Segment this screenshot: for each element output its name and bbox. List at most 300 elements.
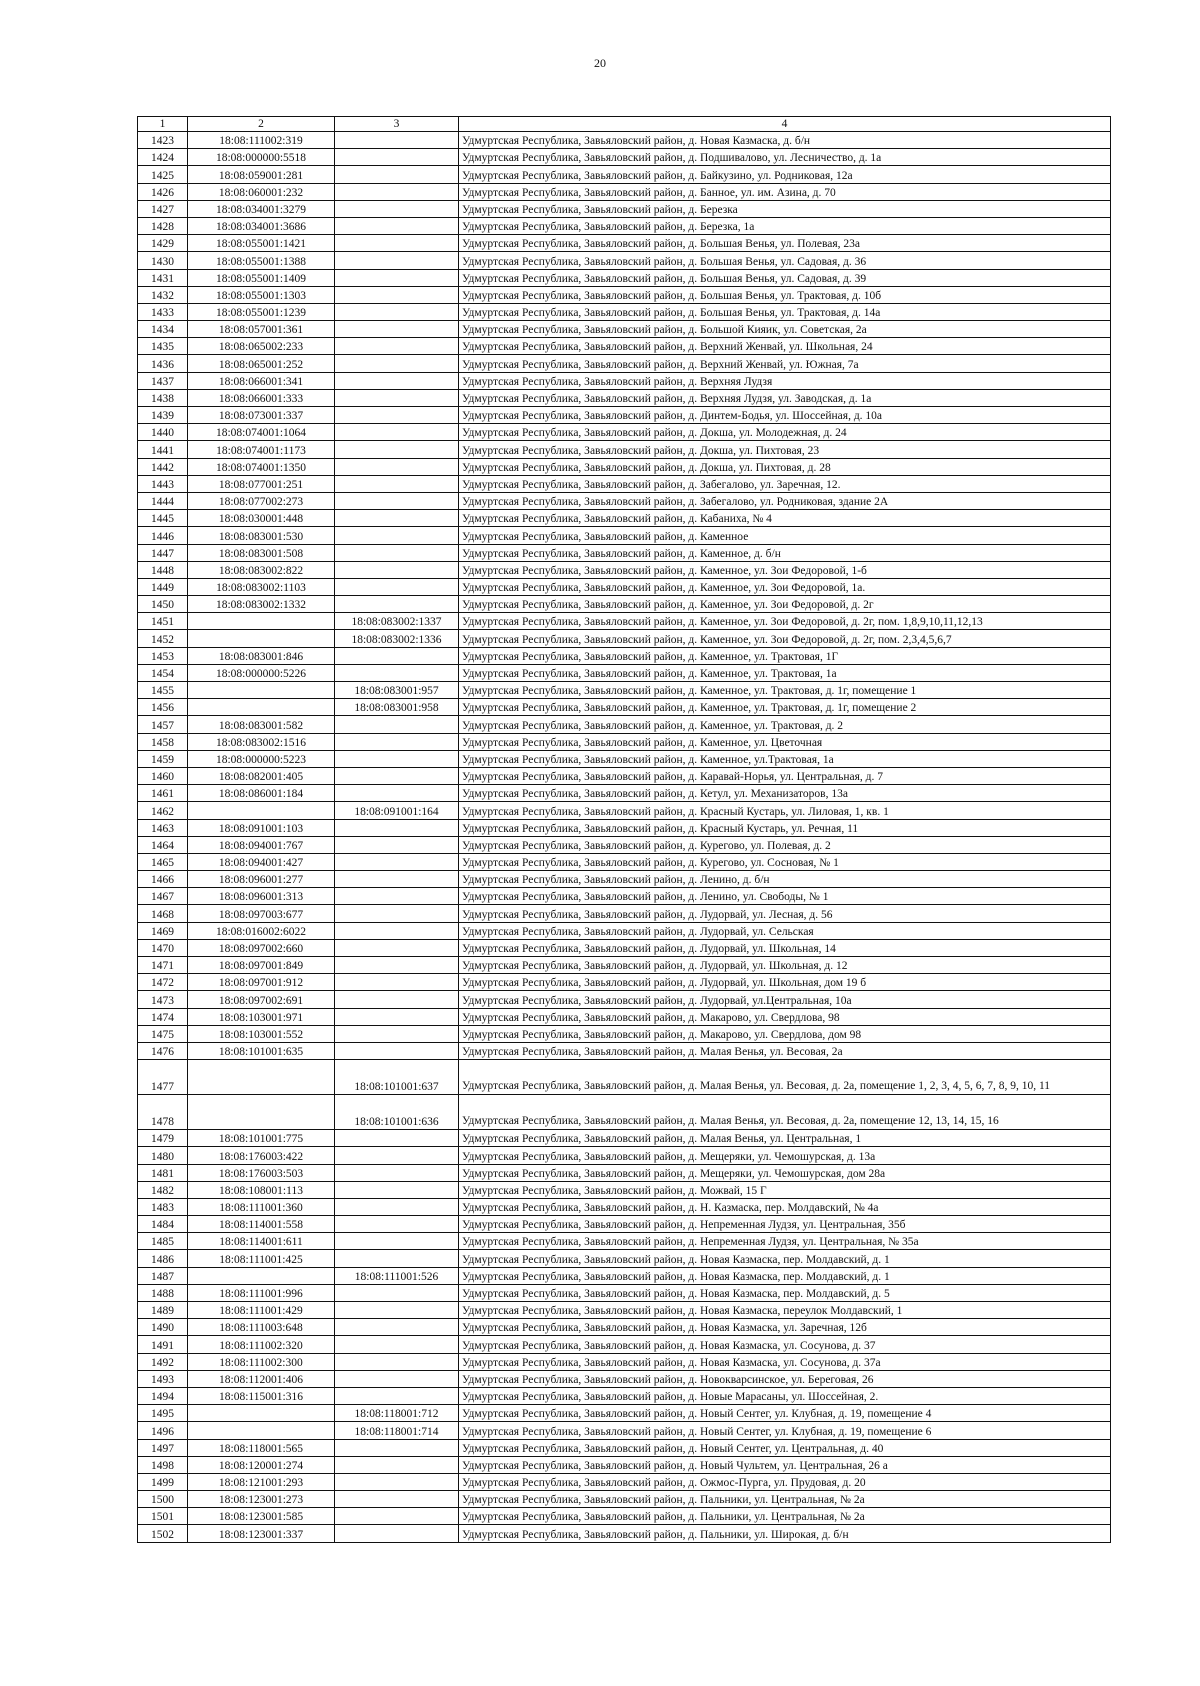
address-cell: Удмуртская Республика, Завьяловский район, д. Непременная Лудзя, ул. Центральная, 35б [459,1216,1111,1233]
cadastral-number-cell: 18:08:097002:660 [188,939,335,956]
cadastral-number-cell: 18:08:094001:427 [188,853,335,870]
table-row [138,1164,1111,1181]
cadastral-number-cell: 18:08:111002:320 [188,1336,335,1353]
table-row [138,733,1111,750]
table-row [138,1422,1111,1439]
cadastral-number-cell [188,1060,335,1095]
row-number-cell: 1446 [138,527,188,544]
premises-cadastral-number-cell [335,1181,459,1198]
address-cell: Удмуртская Республика, Завьяловский район, д. Новая Казмаска, пер. Молдавский, д. 1 [459,1250,1111,1267]
address-cell: Удмуртская Республика, Завьяловский район, д. Каменное, ул. Зои Федоровой, 1а. [459,578,1111,595]
premises-cadastral-number-cell [335,1042,459,1059]
cadastral-number-cell: 18:08:111002:319 [188,132,335,149]
cadastral-number-cell: 18:08:114001:558 [188,1216,335,1233]
address-cell: Удмуртская Республика, Завьяловский район, д. Новый Сентег, ул. Центральная, д. 40 [459,1439,1111,1456]
table-row [138,1456,1111,1473]
table-row [138,1060,1111,1095]
cadastral-number-cell: 18:08:115001:316 [188,1387,335,1404]
premises-cadastral-number-cell [335,235,459,252]
address-cell: Удмуртская Республика, Завьяловский район, д. Кетул, ул. Механизаторов, 13а [459,785,1111,802]
table-row [138,664,1111,681]
row-number-cell: 1450 [138,596,188,613]
row-number-cell: 1444 [138,492,188,509]
cadastral-number-cell: 18:08:065001:252 [188,355,335,372]
table-row [138,183,1111,200]
premises-cadastral-number-cell [335,1387,459,1404]
premises-cadastral-number-cell [335,596,459,613]
address-cell: Удмуртская Республика, Завьяловский район, д. Курегово, ул. Сосновая, № 1 [459,853,1111,870]
premises-cadastral-number-cell: 18:08:118001:714 [335,1422,459,1439]
address-cell: Удмуртская Республика, Завьяловский район, д. Байкузино, ул. Родниковая, 12а [459,166,1111,183]
row-number-cell: 1431 [138,269,188,286]
cadastral-number-cell [188,682,335,699]
cadastral-number-cell: 18:08:101001:635 [188,1042,335,1059]
table-row [138,527,1111,544]
table-row [138,407,1111,424]
address-cell: Удмуртская Республика, Завьяловский район, д. Каменное, ул. Зои Федоровой, 1-б [459,561,1111,578]
table-row [138,269,1111,286]
premises-cadastral-number-cell [335,1008,459,1025]
address-cell: Удмуртская Республика, Завьяловский район, д. Новая Казмаска, переулок Молдавский, 1 [459,1302,1111,1319]
cadastral-number-cell: 18:08:096001:313 [188,888,335,905]
address-cell: Удмуртская Республика, Завьяловский район, д. Банное, ул. им. Азина, д. 70 [459,183,1111,200]
table-row [138,1387,1111,1404]
table-row [138,441,1111,458]
premises-cadastral-number-cell [335,888,459,905]
table-row [138,871,1111,888]
cadastral-number-cell: 18:08:055001:1239 [188,303,335,320]
cadastral-number-cell: 18:08:097001:849 [188,957,335,974]
address-cell: Удмуртская Республика, Завьяловский район, д. Верхний Женвай, ул. Школьная, 24 [459,338,1111,355]
row-number-cell: 1475 [138,1025,188,1042]
premises-cadastral-number-cell [335,1491,459,1508]
row-number-cell: 1470 [138,939,188,956]
table-row [138,957,1111,974]
cadastral-number-cell: 18:08:111002:300 [188,1353,335,1370]
row-number-cell: 1432 [138,286,188,303]
row-number-cell: 1502 [138,1525,188,1542]
table-row [138,510,1111,527]
premises-cadastral-number-cell [335,767,459,784]
row-number-cell: 1492 [138,1353,188,1370]
row-number-cell: 1472 [138,974,188,991]
table-row [138,1525,1111,1542]
cadastral-number-cell: 18:08:108001:113 [188,1181,335,1198]
cadastral-number-cell: 18:08:112001:406 [188,1370,335,1387]
column-header: 4 [459,117,1111,132]
row-number-cell: 1434 [138,321,188,338]
cadastral-number-cell: 18:08:034001:3279 [188,200,335,217]
cadastral-number-cell: 18:08:096001:277 [188,871,335,888]
address-cell: Удмуртская Республика, Завьяловский район, д. Каменное, ул.Трактовая, 1а [459,750,1111,767]
cadastral-number-cell: 18:08:065002:233 [188,338,335,355]
row-number-cell: 1488 [138,1284,188,1301]
address-cell: Удмуртская Республика, Завьяловский район, д. Новые Марасаны, ул. Шоссейная, 2. [459,1387,1111,1404]
table-row [138,235,1111,252]
table-row [138,596,1111,613]
table-row [138,1250,1111,1267]
address-cell: Удмуртская Республика, Завьяловский район, д. Ленино, д. б/н [459,871,1111,888]
row-number-cell: 1456 [138,699,188,716]
cadastral-number-cell: 18:08:111001:996 [188,1284,335,1301]
table-row [138,1198,1111,1215]
cadastral-number-cell [188,630,335,647]
row-number-cell: 1429 [138,235,188,252]
row-number-cell: 1428 [138,217,188,234]
premises-cadastral-number-cell [335,939,459,956]
address-cell: Удмуртская Республика, Завьяловский район, д. Мещеряки, ул. Чемошурская, дом 28а [459,1164,1111,1181]
cadastral-number-cell: 18:08:060001:232 [188,183,335,200]
cadastral-number-cell: 18:08:176003:503 [188,1164,335,1181]
table-row [138,1284,1111,1301]
address-cell: Удмуртская Республика, Завьяловский район, д. Лудорвай, ул. Школьная, д. 12 [459,957,1111,974]
row-number-cell: 1460 [138,767,188,784]
premises-cadastral-number-cell [335,1353,459,1370]
premises-cadastral-number-cell [335,492,459,509]
row-number-cell: 1442 [138,458,188,475]
cadastral-number-cell: 18:08:103001:971 [188,1008,335,1025]
row-number-cell: 1489 [138,1302,188,1319]
premises-cadastral-number-cell: 18:08:118001:712 [335,1405,459,1422]
row-number-cell: 1469 [138,922,188,939]
cadastral-number-cell: 18:08:111001:360 [188,1198,335,1215]
cadastral-number-cell: 18:08:034001:3686 [188,217,335,234]
table-row [138,424,1111,441]
premises-cadastral-number-cell [335,183,459,200]
premises-cadastral-number-cell [335,922,459,939]
row-number-cell: 1457 [138,716,188,733]
row-number-cell: 1459 [138,750,188,767]
premises-cadastral-number-cell [335,149,459,166]
premises-cadastral-number-cell [335,1508,459,1525]
premises-cadastral-number-cell [335,750,459,767]
cadastral-number-cell: 18:08:030001:448 [188,510,335,527]
premises-cadastral-number-cell [335,1130,459,1147]
address-cell: Удмуртская Республика, Завьяловский район, д. Малая Венья, ул. Весовая, д. 2а, помещение 1, 2, 3, 4, 5, 6, 7, 8, 9, 10, 11 [459,1060,1111,1095]
table-header-row [138,117,1111,132]
address-cell: Удмуртская Республика, Завьяловский район, д. Малая Венья, ул. Центральная, 1 [459,1130,1111,1147]
cadastral-number-cell [188,1267,335,1284]
premises-cadastral-number-cell: 18:08:101001:636 [335,1095,459,1130]
table-row [138,492,1111,509]
cadastral-number-cell: 18:08:111003:648 [188,1319,335,1336]
premises-cadastral-number-cell [335,303,459,320]
table-row [138,682,1111,699]
table-row [138,836,1111,853]
address-cell: Удмуртская Республика, Завьяловский район, д. Забегалово, ул. Заречная, 12. [459,475,1111,492]
row-number-cell: 1423 [138,132,188,149]
cadastral-number-cell: 18:08:123001:273 [188,1491,335,1508]
address-cell: Удмуртская Республика, Завьяловский район, д. Большая Венья, ул. Садовая, д. 39 [459,269,1111,286]
premises-cadastral-number-cell [335,1284,459,1301]
address-cell: Удмуртская Республика, Завьяловский район, д. Каменное, ул. Зои Федоровой, д. 2г, пом. 1,8,9,10,11,12,13 [459,613,1111,630]
table-row [138,922,1111,939]
premises-cadastral-number-cell [335,441,459,458]
cadastral-number-cell: 18:08:083002:1332 [188,596,335,613]
address-cell: Удмуртская Республика, Завьяловский район, д. Малая Венья, ул. Весовая, 2а [459,1042,1111,1059]
address-cell: Удмуртская Республика, Завьяловский район, д. Верхний Женвай, ул. Южная, 7а [459,355,1111,372]
premises-cadastral-number-cell [335,510,459,527]
cadastral-number-cell: 18:08:101001:775 [188,1130,335,1147]
cadastral-number-cell [188,1422,335,1439]
premises-cadastral-number-cell [335,269,459,286]
table-row [138,1491,1111,1508]
premises-cadastral-number-cell [335,544,459,561]
premises-cadastral-number-cell [335,1336,459,1353]
cadastral-number-cell: 18:08:111001:425 [188,1250,335,1267]
cadastral-number-cell: 18:08:083001:582 [188,716,335,733]
premises-cadastral-number-cell [335,372,459,389]
row-number-cell: 1498 [138,1456,188,1473]
premises-cadastral-number-cell [335,132,459,149]
table-row [138,200,1111,217]
cadastral-number-cell: 18:08:103001:552 [188,1025,335,1042]
address-cell: Удмуртская Республика, Завьяловский район, д. Каменное, ул. Зои Федоровой, д. 2г [459,596,1111,613]
address-cell: Удмуртская Республика, Завьяловский район, д. Курегово, ул. Полевая, д. 2 [459,836,1111,853]
row-number-cell: 1441 [138,441,188,458]
premises-cadastral-number-cell [335,1147,459,1164]
table-row [138,974,1111,991]
table-row [138,699,1111,716]
address-cell: Удмуртская Республика, Завьяловский район, д. Каменное, ул. Трактовая, 1а [459,664,1111,681]
row-number-cell: 1490 [138,1319,188,1336]
address-cell: Удмуртская Республика, Завьяловский район, д. Красный Кустарь, ул. Речная, 11 [459,819,1111,836]
row-number-cell: 1496 [138,1422,188,1439]
table-row [138,372,1111,389]
cadastral-number-cell [188,1095,335,1130]
row-number-cell: 1438 [138,389,188,406]
address-cell: Удмуртская Республика, Завьяловский район, д. Кабаниха, № 4 [459,510,1111,527]
address-cell: Удмуртская Республика, Завьяловский район, д. Каменное, ул. Трактовая, 1Г [459,647,1111,664]
premises-cadastral-number-cell [335,905,459,922]
cadastral-number-cell: 18:08:083002:1516 [188,733,335,750]
table-row [138,750,1111,767]
row-number-cell: 1426 [138,183,188,200]
table-row [138,1405,1111,1422]
address-cell: Удмуртская Республика, Завьяловский район, д. Каравай-Норья, ул. Центральная, д. 7 [459,767,1111,784]
row-number-cell: 1495 [138,1405,188,1422]
premises-cadastral-number-cell: 18:08:083002:1336 [335,630,459,647]
address-cell: Удмуртская Республика, Завьяловский район, д. Каменное, ул. Зои Федоровой, д. 2г, пом. 2,3,4,5,6,7 [459,630,1111,647]
table-row [138,630,1111,647]
row-number-cell: 1453 [138,647,188,664]
cadastral-number-cell: 18:08:121001:293 [188,1473,335,1490]
cadastral-number-cell: 18:08:055001:1409 [188,269,335,286]
address-cell: Удмуртская Республика, Завьяловский район, д. Верхняя Лудзя, ул. Заводская, д. 1а [459,389,1111,406]
address-cell: Удмуртская Республика, Завьяловский район, д. Новая Казмаска, ул. Сосунова, д. 37 [459,1336,1111,1353]
row-number-cell: 1477 [138,1060,188,1095]
premises-cadastral-number-cell [335,578,459,595]
table-row [138,544,1111,561]
address-cell: Удмуртская Республика, Завьяловский район, д. Большая Венья, ул. Трактовая, д. 14а [459,303,1111,320]
table-row [138,561,1111,578]
address-cell: Удмуртская Республика, Завьяловский район, д. Березка, 1а [459,217,1111,234]
address-cell: Удмуртская Республика, Завьяловский район, д. Докша, ул. Пихтовая, д. 28 [459,458,1111,475]
cadastral-number-cell: 18:08:055001:1388 [188,252,335,269]
address-cell: Удмуртская Республика, Завьяловский район, д. Каменное, ул. Цветочная [459,733,1111,750]
address-cell: Удмуртская Республика, Завьяловский район, д. Н. Казмаска, пер. Молдавский, № 4а [459,1198,1111,1215]
row-number-cell: 1430 [138,252,188,269]
table-row [138,1042,1111,1059]
address-cell: Удмуртская Республика, Завьяловский район, д. Макарово, ул. Свердлова, 98 [459,1008,1111,1025]
premises-cadastral-number-cell [335,355,459,372]
row-number-cell: 1486 [138,1250,188,1267]
address-cell: Удмуртская Республика, Завьяловский район, д. Верхняя Лудзя [459,372,1111,389]
table-row [138,1319,1111,1336]
row-number-cell: 1483 [138,1198,188,1215]
row-number-cell: 1493 [138,1370,188,1387]
address-cell: Удмуртская Республика, Завьяловский район, д. Макарово, ул. Свердлова, дом 98 [459,1025,1111,1042]
address-cell: Удмуртская Республика, Завьяловский район, д. Ожмос-Пурга, ул. Прудовая, д. 20 [459,1473,1111,1490]
address-cell: Удмуртская Республика, Завьяловский район, д. Новый Сентег, ул. Клубная, д. 19, помещение 6 [459,1422,1111,1439]
table-row [138,1508,1111,1525]
premises-cadastral-number-cell [335,252,459,269]
premises-cadastral-number-cell [335,871,459,888]
premises-cadastral-number-cell [335,1198,459,1215]
premises-cadastral-number-cell: 18:08:101001:637 [335,1060,459,1095]
cadastral-number-cell [188,1405,335,1422]
cadastral-number-cell: 18:08:057001:361 [188,321,335,338]
row-number-cell: 1443 [138,475,188,492]
address-cell: Удмуртская Республика, Завьяловский район, д. Каменное, д. б/н [459,544,1111,561]
row-number-cell: 1437 [138,372,188,389]
page-number: 20 [594,56,606,70]
row-number-cell: 1485 [138,1233,188,1250]
row-number-cell: 1468 [138,905,188,922]
address-cell: Удмуртская Республика, Завьяловский район, д. Подшивалово, ул. Лесничество, д. 1а [459,149,1111,166]
address-cell: Удмуртская Республика, Завьяловский район, д. Большая Венья, ул. Садовая, д. 36 [459,252,1111,269]
cadastral-number-cell: 18:08:083002:822 [188,561,335,578]
table-row [138,888,1111,905]
cadastral-number-cell: 18:08:000000:5226 [188,664,335,681]
address-cell: Удмуртская Республика, Завьяловский район, д. Лудорвай, ул. Лесная, д. 56 [459,905,1111,922]
cadastral-number-cell: 18:08:083002:1103 [188,578,335,595]
table-row [138,166,1111,183]
address-cell: Удмуртская Республика, Завьяловский район, д. Новая Казмаска, ул. Сосунова, д. 37а [459,1353,1111,1370]
table-row [138,252,1111,269]
premises-cadastral-number-cell [335,1025,459,1042]
address-cell: Удмуртская Республика, Завьяловский район, д. Новая Казмаска, пер. Молдавский, д. 5 [459,1284,1111,1301]
premises-cadastral-number-cell [335,1233,459,1250]
cadastral-number-cell: 18:08:074001:1173 [188,441,335,458]
row-number-cell: 1491 [138,1336,188,1353]
premises-cadastral-number-cell [335,1525,459,1542]
cadastral-number-cell: 18:08:082001:405 [188,767,335,784]
cadastral-number-cell: 18:08:083001:846 [188,647,335,664]
address-cell: Удмуртская Республика, Завьяловский район, д. Мещеряки, ул. Чемошурская, д. 13а [459,1147,1111,1164]
premises-cadastral-number-cell [335,1456,459,1473]
row-number-cell: 1484 [138,1216,188,1233]
premises-cadastral-number-cell: 18:08:083001:957 [335,682,459,699]
table-row [138,802,1111,819]
premises-cadastral-number-cell [335,1473,459,1490]
row-number-cell: 1497 [138,1439,188,1456]
row-number-cell: 1479 [138,1130,188,1147]
table-row [138,578,1111,595]
table-row [138,1353,1111,1370]
premises-cadastral-number-cell [335,407,459,424]
premises-cadastral-number-cell [335,200,459,217]
cadastral-number-cell: 18:08:066001:333 [188,389,335,406]
address-cell: Удмуртская Республика, Завьяловский район, д. Большой Кияик, ул. Советская, 2а [459,321,1111,338]
address-cell: Удмуртская Республика, Завьяловский район, д. Новая Казмаска, пер. Молдавский, д. 1 [459,1267,1111,1284]
premises-cadastral-number-cell [335,1302,459,1319]
row-number-cell: 1435 [138,338,188,355]
row-number-cell: 1447 [138,544,188,561]
row-number-cell: 1454 [138,664,188,681]
premises-cadastral-number-cell [335,853,459,870]
cadastral-number-cell: 18:08:000000:5518 [188,149,335,166]
table-row [138,303,1111,320]
cadastral-number-cell: 18:08:074001:1064 [188,424,335,441]
premises-cadastral-number-cell [335,974,459,991]
premises-cadastral-number-cell [335,338,459,355]
premises-cadastral-number-cell [335,1216,459,1233]
row-number-cell: 1427 [138,200,188,217]
cadastral-number-cell: 18:08:123001:585 [188,1508,335,1525]
table-row [138,1473,1111,1490]
address-cell: Удмуртская Республика, Завьяловский район, д. Большая Венья, ул. Полевая, 23а [459,235,1111,252]
address-cell: Удмуртская Республика, Завьяловский район, д. Лудорвай, ул. Школьная, дом 19 б [459,974,1111,991]
address-cell: Удмуртская Республика, Завьяловский район, д. Динтем-Бодья, ул. Шоссейная, д. 10а [459,407,1111,424]
table-row [138,853,1111,870]
premises-cadastral-number-cell [335,733,459,750]
premises-cadastral-number-cell [335,991,459,1008]
address-cell: Удмуртская Республика, Завьяловский район, д. Березка [459,200,1111,217]
table-row [138,217,1111,234]
table-row [138,1267,1111,1284]
cadastral-number-cell: 18:08:083001:530 [188,527,335,544]
table-row [138,991,1111,1008]
row-number-cell: 1494 [138,1387,188,1404]
address-cell: Удмуртская Республика, Завьяловский район, д. Каменное [459,527,1111,544]
cadastral-number-cell: 18:08:059001:281 [188,166,335,183]
cadastral-number-cell: 18:08:077002:273 [188,492,335,509]
cadastral-number-cell: 18:08:091001:103 [188,819,335,836]
cadastral-number-cell: 18:08:111001:429 [188,1302,335,1319]
cadastral-number-cell: 18:08:055001:1421 [188,235,335,252]
premises-cadastral-number-cell: 18:08:111001:526 [335,1267,459,1284]
address-cell: Удмуртская Республика, Завьяловский район, д. Красный Кустарь, ул. Лиловая, 1, кв. 1 [459,802,1111,819]
row-number-cell: 1448 [138,561,188,578]
table-row [138,785,1111,802]
table-row [138,355,1111,372]
address-cell: Удмуртская Республика, Завьяловский район, д. Новая Казмаска, д. б/н [459,132,1111,149]
premises-cadastral-number-cell: 18:08:091001:164 [335,802,459,819]
cadastral-number-cell: 18:08:123001:337 [188,1525,335,1542]
row-number-cell: 1463 [138,819,188,836]
property-register-table [137,116,1111,1543]
cadastral-number-cell: 18:08:000000:5223 [188,750,335,767]
address-cell: Удмуртская Республика, Завьяловский район, д. Малая Венья, ул. Весовая, д. 2а, помещение 12, 13, 14, 15, 16 [459,1095,1111,1130]
cadastral-number-cell: 18:08:066001:341 [188,372,335,389]
table-row [138,132,1111,149]
premises-cadastral-number-cell [335,957,459,974]
cadastral-number-cell [188,613,335,630]
table-row [138,716,1111,733]
cadastral-number-cell [188,802,335,819]
address-cell: Удмуртская Республика, Завьяловский район, д. Непременная Лудзя, ул. Центральная, № 35а [459,1233,1111,1250]
cadastral-number-cell: 18:08:077001:251 [188,475,335,492]
cadastral-number-cell: 18:08:016002:6022 [188,922,335,939]
premises-cadastral-number-cell [335,424,459,441]
premises-cadastral-number-cell [335,647,459,664]
premises-cadastral-number-cell [335,1319,459,1336]
premises-cadastral-number-cell [335,1370,459,1387]
cadastral-number-cell: 18:08:120001:274 [188,1456,335,1473]
table-row [138,1147,1111,1164]
premises-cadastral-number-cell [335,389,459,406]
